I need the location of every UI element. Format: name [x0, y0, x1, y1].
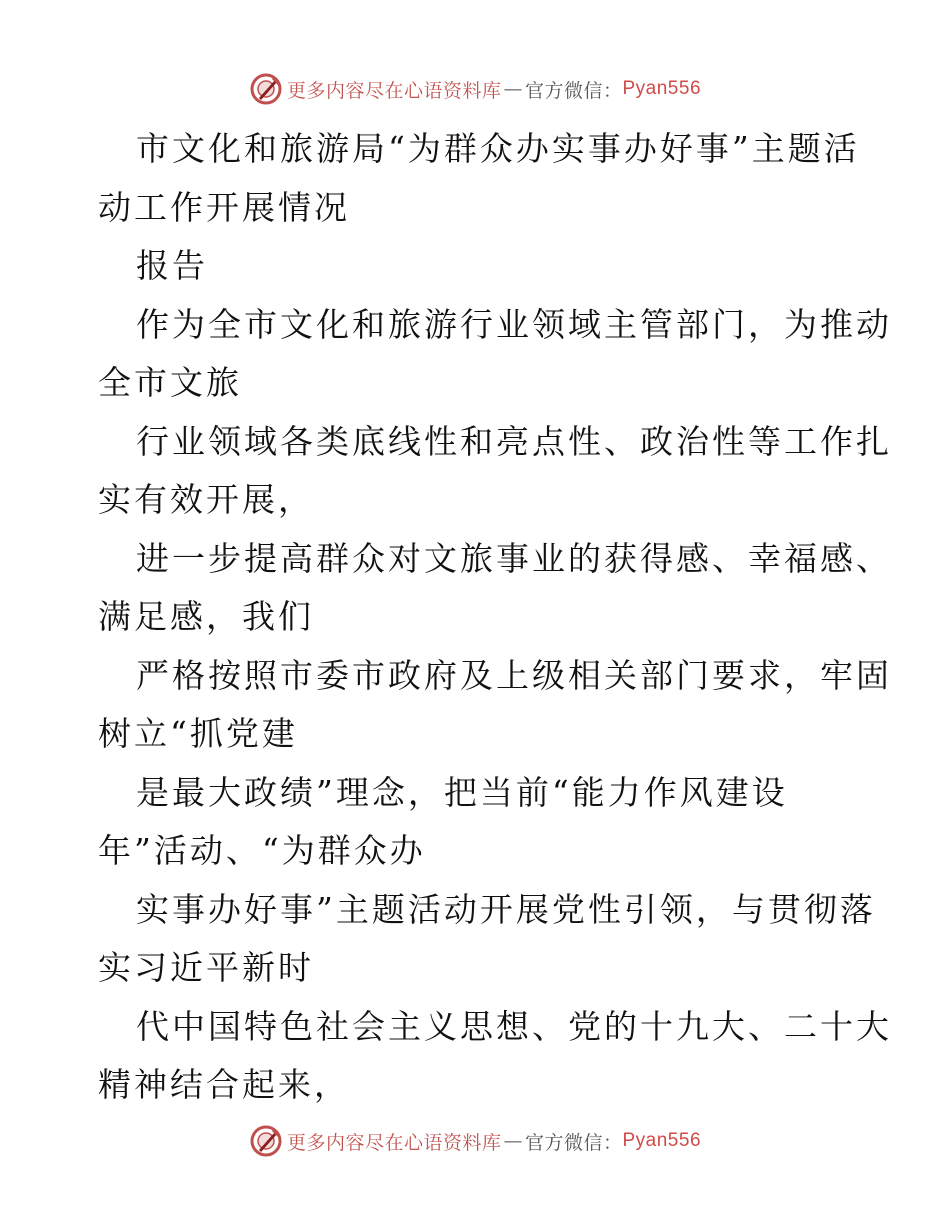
- document-line: 代中国特色社会主义思想、党的十九大、二十大: [136, 1006, 892, 1046]
- watermark-wechat-id: Pyan556: [622, 78, 702, 99]
- watermark-separator: —: [503, 1130, 523, 1152]
- footer-watermark: [0, 1124, 950, 1158]
- document-line: 进一步提高群众对文旅事业的获得感、幸福感、: [136, 538, 892, 578]
- watermark-text: 更多内容尽在心语资料库: [286, 79, 502, 102]
- document-line: 实有效开展，: [98, 480, 314, 519]
- logo-icon: [249, 72, 283, 106]
- document-line: 精神结合起来，: [98, 1065, 350, 1104]
- document-line: 行业领域各类底线性和亮点性、政治性等工作扎: [136, 421, 892, 461]
- document-line: 树立“抓党建: [98, 714, 298, 753]
- document-line: 市文化和旅游局“为群众办实事办好事”主题活: [136, 129, 860, 168]
- document-line: 是最大政绩”理念，把当前“能力作风建设: [136, 772, 788, 812]
- document-line: 动工作开展情况: [98, 187, 350, 227]
- watermark-text: 更多内容尽在心语资料库: [286, 1131, 502, 1154]
- header-watermark: [0, 72, 950, 106]
- watermark-separator: —: [503, 78, 523, 100]
- watermark-wechat-id: Pyan556: [622, 1130, 702, 1151]
- logo-icon: [249, 1124, 283, 1158]
- document-line: 全市文旅: [98, 363, 242, 402]
- document-line: 严格按照市委市政府及上级相关部门要求，牢固: [136, 655, 892, 695]
- document-line: 作为全市文化和旅游行业领域主管部门，为推动: [136, 304, 892, 344]
- document-line: 实事办好事”主题活动开展党性引领，与贯彻落: [136, 889, 876, 929]
- document-line: 实习近平新时: [98, 948, 314, 987]
- document-line: 年”活动、“为群众办: [98, 831, 426, 870]
- document-line: 报告: [136, 246, 208, 285]
- watermark-wechat-label: 官方微信：: [524, 79, 623, 102]
- document-line: 满足感，我们: [98, 597, 314, 636]
- watermark-wechat-label: 官方微信：: [524, 1131, 623, 1154]
- document-body: [98, 120, 892, 1115]
